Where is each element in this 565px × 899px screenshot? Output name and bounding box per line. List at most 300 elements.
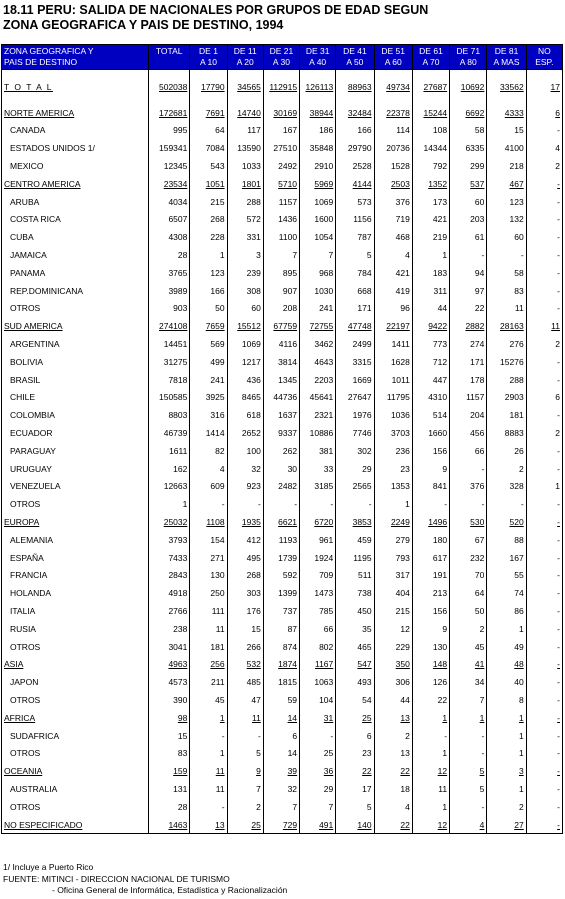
value-text: 1637 (278, 410, 298, 421)
value-cell (263, 300, 299, 318)
value-cell (412, 531, 449, 549)
value-cell (412, 602, 449, 620)
value-cell (148, 228, 189, 246)
table-row (2, 478, 563, 496)
value-cell (148, 549, 189, 567)
header-col-4 (300, 45, 336, 70)
value-text: 7818 (168, 374, 188, 385)
value-text: 1611 (169, 445, 188, 456)
value-cell (300, 638, 336, 656)
value-text: 617 (432, 552, 448, 563)
region-row (2, 656, 563, 674)
value-text: 9 (442, 463, 448, 474)
value-cell (227, 495, 263, 513)
page-title (3, 3, 428, 33)
spacer-cell (374, 70, 412, 79)
header-col-4-line-2: A 40 (309, 57, 327, 67)
value-cell (300, 513, 336, 531)
table-row (2, 744, 563, 762)
value-text: 306 (395, 677, 410, 688)
value-cell (190, 175, 227, 193)
value-cell (300, 157, 336, 175)
value-cell (300, 780, 336, 798)
value-text: 737 (282, 606, 298, 616)
value-cell (487, 584, 526, 602)
value-cell (374, 584, 412, 602)
value-text: 150585 (158, 392, 188, 403)
value-cell (450, 228, 487, 246)
value-text: 50 (215, 303, 225, 314)
value-cell (374, 371, 412, 389)
value-cell (300, 335, 336, 353)
value-cell (450, 175, 487, 193)
value-cell (374, 424, 412, 442)
value-cell (300, 104, 336, 122)
spacer-cell (336, 96, 374, 104)
row-label-text: JAPON (10, 677, 39, 688)
value-text: 131 (173, 783, 188, 794)
value-cell (227, 317, 263, 335)
value-cell (300, 139, 336, 157)
value-cell (190, 816, 227, 834)
value-text: 6 (292, 730, 298, 741)
value-text: 7084 (205, 143, 225, 154)
value-text: 256 (210, 659, 225, 670)
value-cell (263, 246, 299, 264)
row-label (2, 264, 149, 282)
value-text: 5 (256, 748, 261, 759)
value-text: - (557, 801, 560, 812)
value-cell (526, 282, 562, 300)
table-row (2, 495, 563, 513)
spacer-row (2, 96, 563, 104)
value-cell (227, 442, 263, 460)
value-text: 1414 (205, 428, 225, 439)
value-cell (526, 602, 562, 620)
value-text: 3814 (278, 356, 298, 367)
value-text: 1 (479, 712, 485, 723)
header-col-5-line-1: DE 41 (343, 46, 367, 56)
value-text: - (557, 641, 560, 652)
value-cell (412, 335, 449, 353)
value-text: 14 (287, 748, 298, 759)
value-cell (374, 709, 412, 727)
value-cell (148, 673, 189, 691)
value-text: 11 (514, 303, 524, 314)
value-cell (526, 513, 562, 531)
value-cell (300, 584, 336, 602)
value-text: 64 (215, 125, 225, 136)
value-text: - (481, 801, 485, 812)
value-text: 2 (555, 161, 560, 172)
value-text: 50 (474, 606, 485, 616)
value-cell (148, 317, 189, 335)
value-text: 44 (400, 694, 410, 705)
value-text: 573 (357, 196, 372, 207)
value-text: 6 (555, 392, 560, 403)
value-cell (487, 744, 526, 762)
value-cell (190, 78, 227, 96)
value-text: 1 (518, 783, 524, 794)
value-cell (148, 727, 189, 745)
spacer-cell (412, 70, 449, 79)
row-label (2, 228, 149, 246)
value-cell (450, 211, 487, 229)
value-cell (300, 620, 336, 638)
value-cell (526, 211, 562, 229)
value-cell (263, 602, 299, 620)
value-cell (412, 389, 449, 407)
value-text: 456 (470, 428, 485, 439)
row-label-text: ITALIA (10, 606, 36, 616)
row-label-text: OTROS (10, 694, 41, 705)
value-text: 26 (514, 445, 524, 456)
value-cell (374, 228, 412, 246)
value-cell (374, 353, 412, 371)
value-text: 15276 (500, 356, 524, 367)
value-text: 180 (432, 534, 448, 545)
value-cell (148, 104, 189, 122)
value-text: 23534 (163, 178, 188, 189)
header-row (2, 45, 563, 70)
value-text: 268 (210, 214, 225, 225)
value-cell (450, 424, 487, 442)
value-text: - (557, 178, 560, 189)
value-text: 895 (282, 267, 298, 278)
value-text: 219 (432, 232, 448, 243)
value-text: - (221, 499, 225, 510)
value-text: 14344 (423, 143, 448, 154)
value-cell (450, 531, 487, 549)
value-cell (450, 513, 487, 531)
value-cell (190, 282, 227, 300)
value-cell (526, 424, 562, 442)
value-text: 11795 (386, 392, 410, 403)
value-text: 1628 (390, 356, 410, 367)
value-cell (190, 478, 227, 496)
value-cell (190, 157, 227, 175)
value-text: 32 (287, 783, 298, 794)
row-label (2, 406, 149, 424)
value-cell (374, 211, 412, 229)
value-text: 64 (474, 588, 485, 599)
value-cell (300, 602, 336, 620)
header-col-6-line-1: DE 51 (381, 46, 406, 56)
header-col-9 (487, 45, 526, 70)
table-row (2, 442, 563, 460)
value-text: 785 (319, 606, 334, 616)
value-text: 1815 (278, 677, 298, 688)
value-text: 3793 (168, 534, 188, 545)
row-label-text: OTROS (10, 303, 41, 314)
row-label-text: ESPAÑA (10, 552, 44, 563)
value-text: 4116 (278, 339, 298, 350)
value-cell (300, 727, 336, 745)
value-cell (263, 371, 299, 389)
header-col-5-line-2: A 50 (346, 57, 364, 67)
value-text: 229 (395, 641, 410, 652)
value-cell (336, 549, 374, 567)
value-text: 12663 (163, 481, 188, 492)
value-cell (450, 638, 487, 656)
value-cell (263, 228, 299, 246)
value-cell (336, 780, 374, 798)
value-text: 569 (210, 339, 225, 350)
value-cell (412, 460, 449, 478)
value-text: 1436 (278, 214, 298, 225)
value-text: 45641 (309, 392, 334, 403)
value-text: 96 (400, 303, 410, 314)
spacer-cell (300, 96, 336, 104)
value-cell (263, 211, 299, 229)
row-label (2, 424, 149, 442)
value-cell (190, 122, 227, 140)
row-label (2, 602, 149, 620)
value-text: 35848 (309, 143, 334, 154)
value-cell (526, 620, 562, 638)
value-cell (336, 335, 374, 353)
value-cell (263, 744, 299, 762)
value-cell (450, 673, 487, 691)
value-cell (412, 513, 449, 531)
value-cell (227, 406, 263, 424)
row-label (2, 389, 149, 407)
value-cell (450, 602, 487, 620)
value-text: 44736 (273, 392, 298, 403)
row-label (2, 211, 149, 229)
value-cell (487, 620, 526, 638)
value-text: 171 (357, 303, 372, 314)
value-cell (227, 584, 263, 602)
spacer-cell (487, 96, 526, 104)
value-text: 547 (357, 659, 372, 670)
value-cell (526, 246, 562, 264)
value-cell (412, 780, 449, 798)
value-text: 1353 (390, 481, 410, 492)
row-label (2, 549, 149, 567)
value-text: 609 (210, 481, 225, 492)
value-text: 218 (509, 161, 524, 172)
value-cell (263, 495, 299, 513)
value-cell (148, 620, 189, 638)
value-cell (450, 139, 487, 157)
value-text: 7 (479, 694, 485, 705)
row-label-text: URUGUAY (10, 463, 52, 474)
value-text: 59 (287, 694, 298, 705)
spacer-cell (227, 96, 263, 104)
spacer-cell (190, 96, 227, 104)
value-text: - (557, 677, 560, 688)
value-text: - (557, 356, 560, 367)
row-label-text: BOLIVIA (10, 356, 44, 367)
header-col-1 (190, 45, 227, 70)
table-row (2, 691, 563, 709)
value-cell (450, 300, 487, 318)
value-text: - (481, 748, 485, 759)
value-text: 39 (287, 766, 298, 777)
value-cell (336, 638, 374, 656)
value-text: 41 (474, 659, 485, 670)
value-text: 1051 (205, 178, 225, 189)
row-label (2, 709, 149, 727)
row-label (2, 442, 149, 460)
value-cell (227, 228, 263, 246)
value-text: 9 (442, 623, 448, 634)
value-cell (526, 122, 562, 140)
value-cell (263, 282, 299, 300)
table-row (2, 620, 563, 638)
value-cell (227, 157, 263, 175)
table-row (2, 584, 563, 602)
value-cell (487, 638, 526, 656)
value-cell (190, 371, 227, 389)
value-text: 961 (319, 534, 334, 545)
spacer-cell (336, 70, 374, 79)
value-cell (412, 638, 449, 656)
value-text: 1108 (206, 517, 225, 528)
value-text: 4 (405, 801, 410, 812)
value-text: 1 (182, 499, 188, 510)
value-cell (487, 673, 526, 691)
value-text: 14 (287, 712, 298, 723)
data-table-wrapper (1, 44, 563, 834)
value-cell (190, 584, 227, 602)
value-cell (190, 442, 227, 460)
value-cell (450, 495, 487, 513)
source-line-2: - Oficina General de Informática, Estadística y Racionalización (52, 885, 288, 895)
value-cell (300, 211, 336, 229)
value-text: 1935 (241, 517, 261, 528)
value-cell (374, 122, 412, 140)
value-text: 6 (366, 730, 372, 741)
value-text: 156 (432, 606, 448, 616)
table-row (2, 389, 563, 407)
value-text: - (444, 499, 448, 510)
value-cell (300, 424, 336, 442)
value-cell (300, 531, 336, 549)
value-text: 183 (432, 267, 448, 278)
value-cell (263, 798, 299, 816)
value-cell (487, 691, 526, 709)
value-text: 302 (357, 445, 372, 456)
row-label (2, 495, 149, 513)
value-text: 12345 (163, 161, 188, 172)
value-cell (450, 353, 487, 371)
value-text: 13 (400, 712, 410, 723)
spacer-cell (300, 70, 336, 79)
value-cell (227, 513, 263, 531)
value-text: 10886 (309, 428, 334, 439)
value-cell (487, 549, 526, 567)
value-cell (487, 442, 526, 460)
value-cell (148, 531, 189, 549)
value-cell (190, 656, 227, 674)
value-cell (487, 424, 526, 442)
row-label (2, 584, 149, 602)
value-cell (148, 406, 189, 424)
value-cell (487, 406, 526, 424)
value-cell (336, 673, 374, 691)
value-cell (450, 691, 487, 709)
value-cell (263, 442, 299, 460)
row-label-text: EUROPA (4, 517, 40, 528)
value-text: 7 (256, 783, 261, 794)
value-text: 2 (518, 801, 524, 812)
spacer-cell (526, 70, 562, 79)
value-text: 30 (287, 463, 298, 474)
value-text: 491 (319, 819, 334, 830)
row-label-text: OTROS (10, 801, 41, 812)
value-text: - (557, 552, 560, 563)
value-cell (190, 211, 227, 229)
value-cell (227, 816, 263, 834)
value-cell (263, 104, 299, 122)
value-text: - (520, 250, 524, 261)
value-cell (450, 549, 487, 567)
value-cell (374, 620, 412, 638)
value-cell (263, 139, 299, 157)
value-text: 22 (437, 694, 448, 705)
value-cell (263, 78, 299, 96)
value-text: 11 (252, 712, 261, 723)
value-text: 618 (246, 410, 261, 421)
value-cell (148, 744, 189, 762)
value-cell (227, 602, 263, 620)
table-row (2, 246, 563, 264)
value-cell (336, 193, 374, 211)
value-text: 60 (514, 232, 524, 243)
value-cell (450, 780, 487, 798)
value-cell (374, 335, 412, 353)
value-text: 3 (518, 766, 524, 777)
value-text: 34 (474, 677, 485, 688)
value-text: 308 (246, 285, 261, 296)
value-text: 28 (177, 250, 188, 261)
value-text: 4310 (428, 392, 448, 403)
value-text: 20736 (386, 143, 410, 154)
value-text: 1069 (241, 339, 261, 350)
value-text: - (557, 606, 560, 616)
value-cell (412, 317, 449, 335)
value-text: 4643 (314, 356, 334, 367)
value-text: 27647 (347, 392, 372, 403)
value-text: - (557, 303, 560, 314)
value-text: 238 (173, 623, 188, 634)
spacer-cell (2, 96, 149, 104)
value-cell (526, 584, 562, 602)
value-text: 2565 (352, 481, 372, 492)
value-text: 1473 (314, 588, 334, 599)
region-row (2, 816, 563, 834)
value-cell (300, 300, 336, 318)
value-cell (526, 78, 562, 96)
value-cell (526, 727, 562, 745)
value-cell (450, 389, 487, 407)
table-row (2, 264, 563, 282)
value-cell (227, 139, 263, 157)
value-text: 17 (362, 783, 372, 794)
value-text: - (557, 588, 560, 599)
value-cell (263, 317, 299, 335)
value-text: 7 (292, 250, 298, 261)
title-line-1: 18.11 PERU: SALIDA DE NACIONALES POR GRUPOS DE EDAD SEGUN (3, 3, 429, 17)
value-text: 2203 (314, 374, 334, 385)
value-text: 412 (246, 534, 261, 545)
value-text: 495 (246, 552, 261, 563)
value-cell (300, 371, 336, 389)
value-text: 48 (514, 659, 524, 670)
value-text: - (557, 570, 560, 581)
